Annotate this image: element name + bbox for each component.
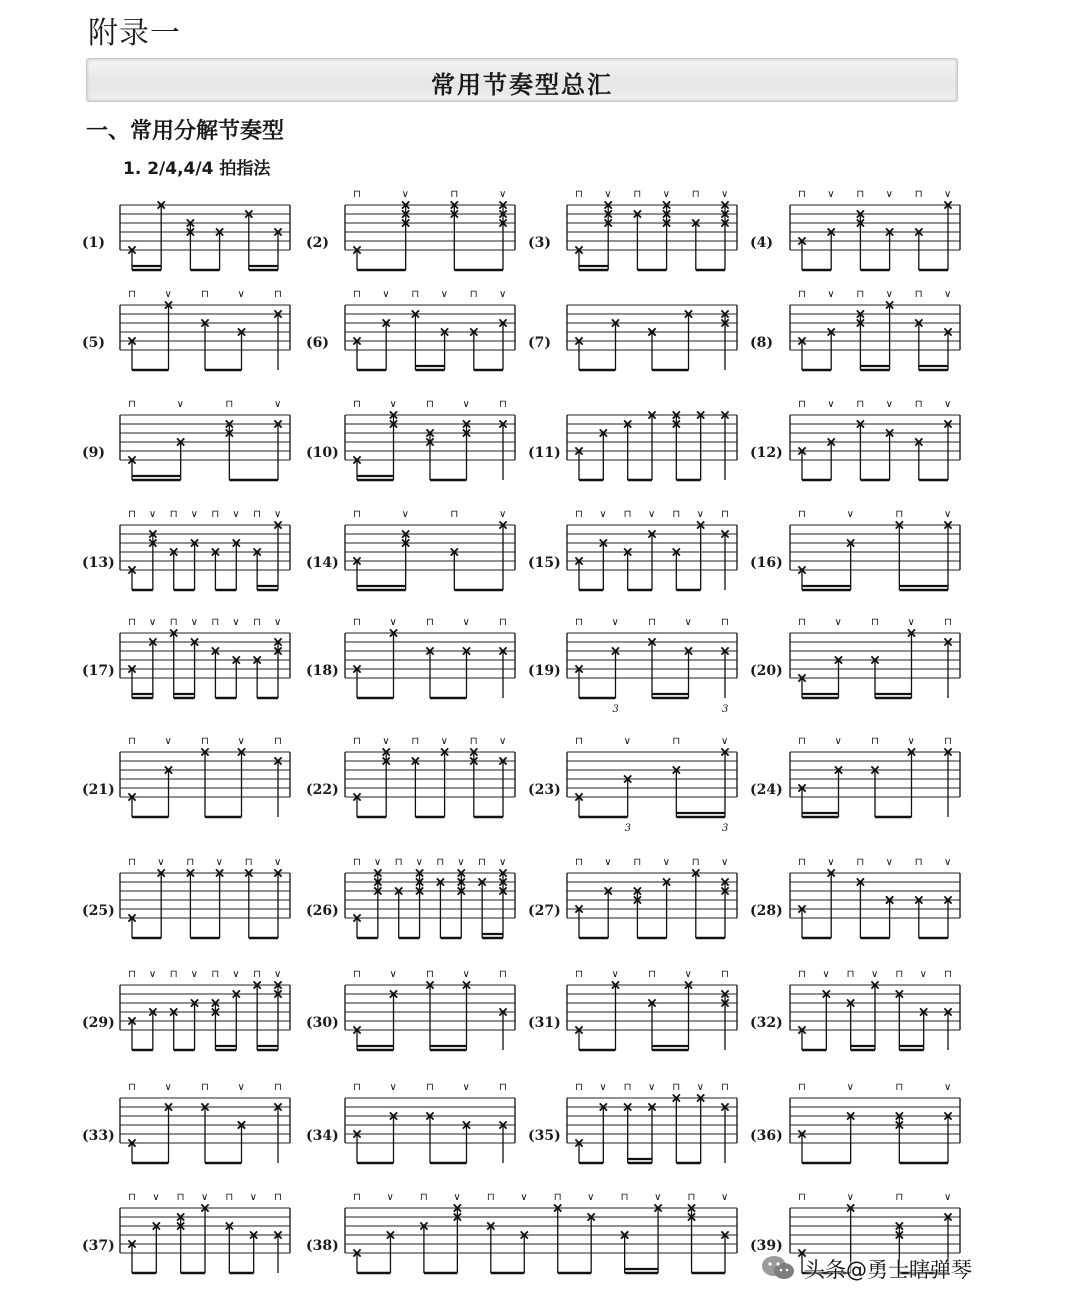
strum-mark: ⊓ [201, 736, 209, 747]
strum-mark: ⊓ [691, 857, 700, 868]
strum-mark: ∨ [662, 189, 670, 200]
strum-mark: ∨ [440, 289, 448, 300]
strum-mark: ∨ [520, 1192, 528, 1203]
rhythm-staff [342, 611, 518, 721]
strum-mark: ⊓ [798, 1192, 806, 1203]
strum-mark: ∨ [834, 617, 842, 628]
strum-mark: ∨ [919, 969, 927, 980]
strum-mark: ⊓ [274, 736, 282, 747]
pattern-label: (34) [306, 1128, 339, 1144]
rhythm-staff [564, 503, 740, 613]
strum-mark: ⊓ [436, 857, 445, 868]
strum-mark: ⊓ [648, 617, 656, 628]
rhythm-staff [564, 963, 740, 1073]
pattern-label: (27) [528, 903, 561, 919]
strum-mark: ∨ [274, 617, 282, 628]
rhythm-staff [787, 1076, 963, 1186]
strum-mark: ⊓ [944, 617, 952, 628]
strum-mark: ⊓ [253, 969, 261, 980]
strum-mark: ∨ [164, 289, 172, 300]
strum-mark: ∨ [164, 1082, 172, 1093]
strum-mark: ∨ [696, 1082, 704, 1093]
strum-mark: ⊓ [620, 1192, 629, 1203]
strum-mark: ∨ [401, 509, 409, 520]
strum-mark: ∨ [157, 857, 165, 868]
strum-mark: ∨ [148, 969, 157, 980]
strum-mark: ⊓ [798, 1082, 806, 1093]
strum-mark: ⊓ [871, 736, 879, 747]
strum-mark: ⊓ [721, 617, 729, 628]
strum-mark: ⊓ [128, 617, 136, 628]
rhythm-staff [342, 283, 518, 393]
strum-mark: ∨ [648, 509, 656, 520]
strum-mark: ⊓ [895, 1082, 904, 1093]
rhythm-staff [117, 393, 293, 503]
strum-mark: ∨ [885, 857, 893, 868]
strum-mark: ⊓ [128, 399, 136, 410]
rhythm-staff [342, 393, 518, 503]
strum-mark: ⊓ [274, 289, 282, 300]
watermark-text: 头条@勇士瞎弹琴 [804, 1258, 972, 1282]
strum-mark: ∨ [401, 189, 409, 200]
strum-mark: ⊓ [798, 736, 806, 747]
triplet-mark: 3 [624, 823, 632, 834]
rhythm-staff [342, 1076, 518, 1186]
strum-mark: ⊓ [128, 969, 136, 980]
strum-mark: ∨ [944, 509, 952, 520]
rhythm-staff [787, 611, 963, 721]
strum-mark: ⊓ [253, 509, 261, 520]
strum-mark: ∨ [721, 736, 729, 747]
pattern-label: (29) [82, 1015, 115, 1031]
strum-mark: ⊓ [353, 857, 361, 868]
strum-mark: ⊓ [499, 399, 507, 410]
strum-mark: ∨ [827, 857, 835, 868]
rhythm-staff [117, 851, 293, 961]
pattern-label: (24) [750, 782, 783, 798]
strum-mark: ⊓ [798, 969, 806, 980]
strum-mark: ∨ [944, 1192, 952, 1203]
strum-mark: ∨ [237, 736, 245, 747]
strum-mark: ∨ [721, 857, 729, 868]
watermark [760, 1250, 1060, 1290]
strum-mark: ⊓ [353, 1082, 361, 1093]
strum-mark: ⊓ [169, 617, 178, 628]
strum-mark: ⊓ [469, 736, 478, 747]
pattern-label: (5) [82, 335, 105, 351]
strum-mark: ⊓ [169, 509, 178, 520]
strum-mark: ⊓ [798, 509, 806, 520]
strum-mark: ∨ [274, 969, 282, 980]
rhythm-staff [117, 283, 293, 393]
strum-mark: ⊓ [623, 509, 632, 520]
strum-mark: ⊓ [575, 189, 583, 200]
strum-mark: ∨ [587, 1192, 595, 1203]
rhythm-staff [342, 1186, 740, 1296]
strum-mark: ⊓ [914, 189, 923, 200]
strum-mark: ∨ [462, 617, 470, 628]
rhythm-staff [342, 851, 518, 961]
strum-mark: ∨ [827, 399, 835, 410]
rhythm-staff [342, 183, 518, 293]
strum-mark: ∨ [386, 1192, 394, 1203]
strum-mark: ∨ [611, 617, 619, 628]
pattern-label: (37) [82, 1238, 115, 1254]
rhythm-staff [342, 503, 518, 613]
strum-mark: ⊓ [469, 289, 478, 300]
strum-mark: ∨ [944, 189, 952, 200]
pattern-label: (4) [750, 235, 773, 251]
strum-mark: ∨ [274, 399, 282, 410]
pattern-label: (38) [306, 1238, 339, 1254]
pattern-label: (10) [306, 445, 339, 461]
strum-mark: ⊓ [499, 617, 507, 628]
strum-mark: ∨ [885, 289, 893, 300]
strum-mark: ∨ [871, 969, 879, 980]
strum-mark: ⊓ [169, 969, 178, 980]
strum-mark: ⊓ [914, 289, 923, 300]
strum-mark: ∨ [846, 1192, 854, 1203]
strum-mark: ⊓ [201, 1082, 209, 1093]
strum-mark: ⊓ [499, 1082, 507, 1093]
strum-mark: ⊓ [478, 857, 486, 868]
strum-mark: ⊓ [856, 399, 865, 410]
strum-mark: ⊓ [426, 617, 434, 628]
strum-mark: ⊓ [895, 969, 904, 980]
strum-mark: ∨ [389, 399, 397, 410]
strum-mark: ∨ [648, 1082, 656, 1093]
rhythm-staff [787, 183, 963, 293]
strum-mark: ∨ [148, 509, 157, 520]
pattern-label: (9) [82, 445, 105, 461]
strum-mark: ∨ [907, 617, 915, 628]
strum-mark: ∨ [611, 969, 619, 980]
rhythm-staff [787, 393, 963, 503]
strum-mark: ⊓ [672, 736, 681, 747]
strum-mark: ∨ [389, 617, 397, 628]
subsection-title: 1. 2/4,4/4 拍指法 [123, 159, 271, 179]
strum-mark: ⊓ [186, 857, 195, 868]
pattern-label: (7) [528, 335, 551, 351]
pattern-label: (16) [750, 555, 783, 571]
strum-mark: ∨ [654, 1192, 662, 1203]
strum-mark: ⊓ [648, 969, 656, 980]
pattern-label: (28) [750, 903, 783, 919]
strum-mark: ∨ [237, 289, 245, 300]
strum-mark: ⊓ [944, 736, 952, 747]
strum-mark: ∨ [373, 857, 382, 868]
strum-mark: ∨ [389, 969, 397, 980]
strum-mark: ⊓ [944, 969, 952, 980]
strum-mark: ∨ [190, 617, 198, 628]
strum-mark: ⊓ [856, 289, 865, 300]
pattern-label: (11) [528, 445, 561, 461]
strum-mark: ⊓ [274, 1192, 282, 1203]
strum-mark: ∨ [148, 617, 157, 628]
strum-mark: ∨ [944, 857, 952, 868]
rhythm-staff [564, 393, 740, 503]
rhythm-staff [117, 730, 293, 840]
strum-mark: ⊓ [426, 1082, 434, 1093]
pattern-label: (13) [82, 555, 115, 571]
strum-mark: ⊓ [798, 289, 806, 300]
strum-mark: ⊓ [856, 857, 865, 868]
strum-mark: ⊓ [575, 736, 583, 747]
strum-mark: ∨ [176, 399, 184, 410]
rhythm-staff [787, 963, 963, 1073]
pattern-label: (21) [82, 782, 115, 798]
strum-mark: ⊓ [691, 189, 700, 200]
pattern-label: (36) [750, 1128, 783, 1144]
strum-mark: ∨ [599, 509, 607, 520]
strum-mark: ⊓ [211, 617, 220, 628]
strum-mark: ⊓ [426, 399, 434, 410]
strum-mark: ⊓ [499, 969, 507, 980]
strum-mark: ⊓ [353, 736, 361, 747]
strum-mark: ∨ [907, 736, 915, 747]
pattern-label: (31) [528, 1015, 561, 1031]
strum-mark: ⊓ [244, 857, 253, 868]
strum-mark: ⊓ [128, 509, 136, 520]
strum-mark: ⊓ [426, 969, 434, 980]
strum-mark: ⊓ [721, 509, 729, 520]
pattern-label: (2) [306, 235, 329, 251]
strum-mark: ∨ [499, 509, 507, 520]
strum-mark: ∨ [846, 509, 854, 520]
strum-mark: ∨ [382, 289, 390, 300]
strum-mark: ∨ [462, 399, 470, 410]
strum-mark: ⊓ [575, 509, 583, 520]
strum-mark: ⊓ [128, 1082, 136, 1093]
strum-mark: ∨ [152, 1192, 160, 1203]
strum-mark: ∨ [827, 289, 835, 300]
pattern-label: (32) [750, 1015, 783, 1031]
pattern-label: (23) [528, 782, 561, 798]
strum-mark: ⊓ [419, 1192, 428, 1203]
strum-mark: ⊓ [353, 1192, 361, 1203]
strum-mark: ∨ [453, 1192, 461, 1203]
appendix-heading: 附录一 [88, 16, 181, 51]
strum-mark: ∨ [599, 1082, 607, 1093]
strum-mark: ∨ [440, 736, 448, 747]
strum-mark: ∨ [822, 969, 830, 980]
strum-mark: ∨ [190, 509, 198, 520]
strum-mark: ⊓ [721, 1082, 729, 1093]
strum-mark: ⊓ [798, 399, 806, 410]
strum-mark: ∨ [623, 736, 631, 747]
pattern-label: (20) [750, 663, 783, 679]
strum-mark: ⊓ [633, 857, 642, 868]
pattern-label: (18) [306, 663, 339, 679]
rhythm-staff [342, 963, 518, 1073]
strum-mark: ∨ [232, 509, 240, 520]
strum-mark: ⊓ [225, 1192, 234, 1203]
strum-mark: ⊓ [623, 1082, 632, 1093]
banner-title: 常用节奏型总汇 [431, 71, 613, 99]
strum-mark: ⊓ [575, 857, 583, 868]
strum-mark: ⊓ [353, 399, 361, 410]
strum-mark: ∨ [249, 1192, 257, 1203]
strum-mark: ∨ [274, 857, 282, 868]
pattern-label: (3) [528, 235, 551, 251]
strum-mark: ⊓ [353, 969, 361, 980]
rhythm-staff [564, 283, 740, 393]
rhythm-staff [117, 1076, 293, 1186]
section-title: 一、常用分解节奏型 [86, 119, 285, 144]
strum-mark: ⊓ [721, 969, 729, 980]
rhythm-staff [564, 183, 740, 293]
strum-mark: ⊓ [201, 289, 209, 300]
strum-mark: ∨ [721, 189, 729, 200]
strum-mark: ∨ [604, 189, 612, 200]
strum-mark: ∨ [662, 857, 670, 868]
strum-mark: ∨ [721, 1192, 729, 1203]
rhythm-staff [117, 963, 293, 1073]
strum-mark: ∨ [201, 1192, 209, 1203]
strum-mark: ⊓ [211, 969, 220, 980]
rhythm-staff [787, 503, 963, 613]
strum-mark: ⊓ [856, 189, 865, 200]
strum-mark: ⊓ [914, 857, 923, 868]
strum-mark: ∨ [499, 857, 507, 868]
rhythm-staff [117, 503, 293, 613]
pattern-label: (22) [306, 782, 339, 798]
pattern-label: (12) [750, 445, 783, 461]
strum-mark: ⊓ [411, 736, 420, 747]
strum-mark: ⊓ [553, 1192, 562, 1203]
strum-mark: ⊓ [871, 617, 879, 628]
strum-mark: ∨ [382, 736, 390, 747]
strum-mark: ∨ [684, 617, 692, 628]
strum-mark: ∨ [462, 969, 470, 980]
strum-mark: ∨ [415, 857, 423, 868]
pattern-label: (26) [306, 903, 339, 919]
strum-mark: ⊓ [575, 617, 583, 628]
strum-mark: ⊓ [672, 1082, 681, 1093]
strum-mark: ⊓ [575, 969, 583, 980]
rhythm-staff [117, 611, 293, 721]
strum-mark: ⊓ [798, 189, 806, 200]
strum-mark: ⊓ [633, 189, 642, 200]
strum-mark: ∨ [944, 1082, 952, 1093]
pattern-label: (15) [528, 555, 561, 571]
strum-mark: ∨ [232, 969, 240, 980]
rhythm-staff [787, 730, 963, 840]
strum-mark: ∨ [274, 509, 282, 520]
strum-mark: ⊓ [450, 509, 459, 520]
rhythm-staff [564, 611, 740, 721]
strum-mark: ∨ [944, 399, 952, 410]
triplet-mark: 3 [722, 823, 729, 834]
strum-mark: ⊓ [846, 969, 855, 980]
strum-mark: ⊓ [353, 617, 361, 628]
strum-mark: ∨ [215, 857, 223, 868]
strum-mark: ∨ [499, 189, 507, 200]
strum-mark: ⊓ [450, 189, 459, 200]
strum-mark: ⊓ [253, 617, 261, 628]
strum-mark: ⊓ [672, 509, 681, 520]
strum-mark: ∨ [389, 1082, 397, 1093]
rhythm-staff [117, 1186, 293, 1296]
strum-mark: ⊓ [353, 189, 361, 200]
strum-mark: ⊓ [411, 289, 420, 300]
rhythm-staff [117, 183, 293, 293]
triplet-mark: 3 [722, 704, 729, 715]
strum-mark: ⊓ [394, 857, 403, 868]
pattern-label: (8) [750, 335, 773, 351]
pattern-label: (14) [306, 555, 339, 571]
strum-mark: ∨ [604, 857, 612, 868]
strum-mark: ∨ [232, 617, 240, 628]
rhythm-staff [787, 851, 963, 961]
strum-mark: ∨ [684, 969, 692, 980]
strum-mark: ∨ [846, 1082, 854, 1093]
pattern-label: (6) [306, 335, 329, 351]
strum-mark: ⊓ [575, 1082, 583, 1093]
pattern-label: (39) [750, 1238, 783, 1254]
pattern-label: (19) [528, 663, 561, 679]
pattern-label: (35) [528, 1128, 561, 1144]
strum-mark: ∨ [190, 969, 198, 980]
strum-mark: ⊓ [128, 736, 136, 747]
pattern-label: (17) [82, 663, 115, 679]
strum-mark: ⊓ [225, 399, 234, 410]
triplet-mark: 3 [612, 704, 619, 715]
strum-mark: ⊓ [211, 509, 220, 520]
rhythm-staff [564, 851, 740, 961]
strum-mark: ⊓ [274, 1082, 282, 1093]
strum-mark: ⊓ [914, 399, 923, 410]
wechat-logo-icon [760, 1254, 796, 1282]
strum-mark: ⊓ [128, 289, 136, 300]
strum-mark: ∨ [834, 736, 842, 747]
strum-mark: ∨ [885, 189, 893, 200]
strum-mark: ∨ [885, 399, 893, 410]
strum-mark: ⊓ [895, 509, 904, 520]
strum-mark: ∨ [164, 736, 172, 747]
strum-mark: ∨ [944, 289, 952, 300]
pattern-label: (1) [82, 235, 105, 251]
strum-mark: ⊓ [128, 1192, 136, 1203]
rhythm-staff [564, 730, 740, 840]
strum-mark: ∨ [827, 189, 835, 200]
strum-mark: ⊓ [798, 857, 806, 868]
strum-mark: ⊓ [895, 1192, 904, 1203]
strum-mark: ⊓ [176, 1192, 185, 1203]
strum-mark: ⊓ [798, 617, 806, 628]
rhythm-staff [564, 1076, 740, 1186]
pattern-label: (30) [306, 1015, 339, 1031]
strum-mark: ∨ [499, 736, 507, 747]
strum-mark: ⊓ [486, 1192, 495, 1203]
rhythm-staff [787, 283, 963, 393]
strum-mark: ∨ [462, 1082, 470, 1093]
pattern-label: (33) [82, 1128, 115, 1144]
strum-mark: ∨ [457, 857, 465, 868]
rhythm-staff [342, 730, 518, 840]
strum-mark: ⊓ [353, 509, 361, 520]
strum-mark: ∨ [499, 289, 507, 300]
strum-mark: ⊓ [128, 857, 136, 868]
strum-mark: ⊓ [353, 289, 361, 300]
pattern-label: (25) [82, 903, 115, 919]
strum-mark: ∨ [696, 509, 704, 520]
strum-mark: ⊓ [687, 1192, 696, 1203]
strum-mark: ∨ [237, 1082, 245, 1093]
